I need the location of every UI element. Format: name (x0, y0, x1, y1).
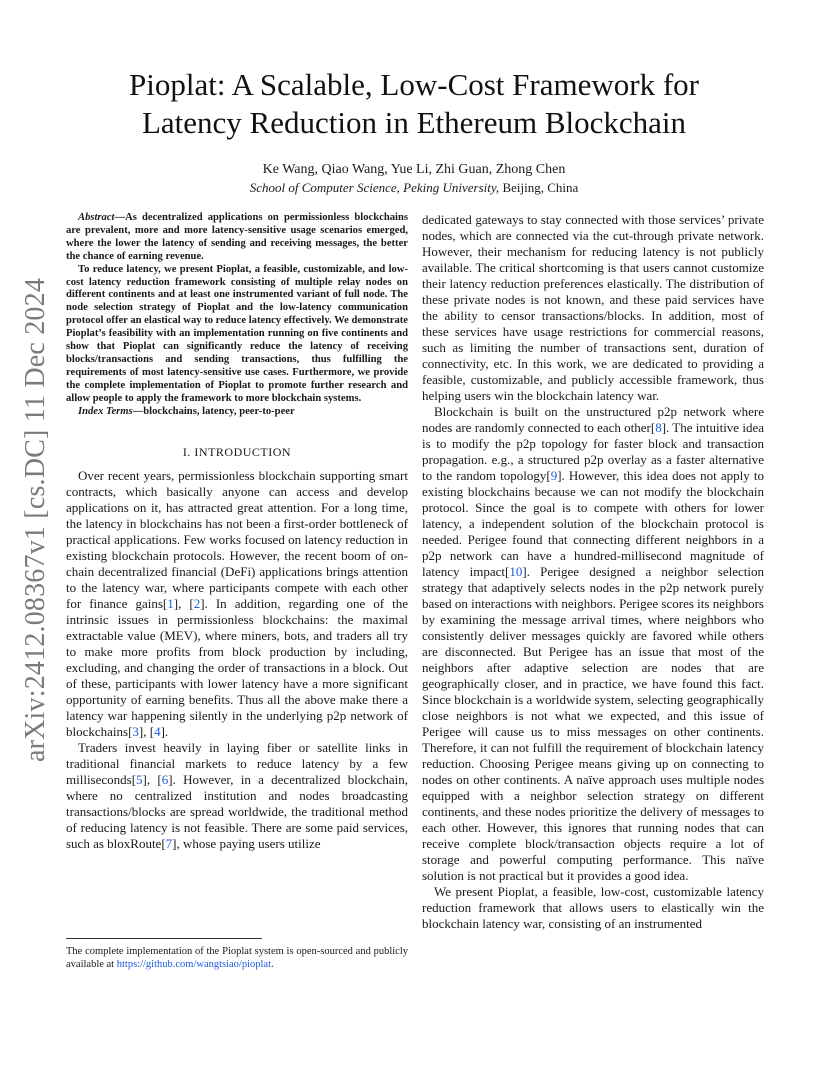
citation-link[interactable]: 10 (509, 564, 523, 579)
text-segment: ]. However, this idea does not apply to existing blockchains because we can not modify the blockchain protocol. Since the goal is to compete with others for lower latency, a independent solution of the blockchain protocol is needed. Perigee found that connecting different neighbors in a p2p network can have a hundred-millisecond magnitude of latency impact[ (422, 468, 764, 579)
index-terms (66, 406, 408, 419)
right-column (422, 212, 764, 932)
affiliation-institution: School of Computer Science, Peking University, (249, 180, 500, 195)
text-segment: Blockchain is built on the unstructured p2p network where nodes are randomly connected to each other[ (422, 404, 764, 435)
index-terms-label: Index Terms (78, 405, 133, 417)
affiliation-location: Beijing, China (502, 180, 579, 195)
abstract-paragraph-2: To reduce latency, we present Pioplat, a feasible, customizable, and low-cost latency reduction framework consisting of multiple relay nodes on different continents and at least one instrumented variant of full node. The node selection strategy of Pioplat and the low-latency communication protocol offer an elastical way to reduce latency effectively. We demonstrate Pioplat’s feasibility with an implementation running on five continents and show that Pioplat can significantly reduce the latency of receiving blocks/transactions and sending transactions, thus fulfilling the requirements of most latency-sensitive use cases. Furthermore, we provide the complete implementation of Pioplat to promote further research and allow people to apply the framework to more blockchain systems. (66, 263, 408, 404)
footnote (66, 946, 408, 971)
text-segment: ]. Perigee designed a neighbor selection strategy that adaptively selects nodes in the p2p network purely based on interactions with neighbors. Perigee scores its neighbors by examining the message arrival times, where neighbors who consistently deliver messages quickly are favored while others are disconnected. But Perigee has an issue that most of the neighbors after adaptive selection are nodes that are geographically closer, and in practice, we have found this fact. Since blockchain is a worldwide system, selecting geographically close neighbors is not what we expected, and this issue of Perigee will cause us to miss messages on other continents. Therefore, it can not fulfill the requirement of blockchain latency reduction. Choosing Perigee means giving up on connecting to nodes on other continents. A naïve approach uses multiple nodes equipped with a neighbor selection strategy on different continents, and these nodes prioritize the delivery of messages to each other. However, this ignores that running nodes that can receive complete block/transaction objects require a lot of storage and powerful computing performance. This naïve solution is not practical but it provides a good idea. (422, 564, 764, 883)
arxiv-identifier (16, 277, 56, 763)
text-segment: ], [ (173, 595, 194, 611)
citation-link[interactable]: 3 (132, 723, 139, 739)
left-column (66, 212, 408, 852)
title-line-2: Latency Reduction in Ethereum Blockchain (141, 105, 687, 140)
text-segment: ]. In addition, regarding one of the intrinsic issues in permissionless blockchains: the maximal extractable value (MEV), where miners, bots, and traders all try to make more profits from block production by including, excluding, and changing the order of transactions in a block. Out of these, participants with lower latency have a more significant opportunity of earning benefits. Thus all the above make there a latency war happening silently in the underlying p2p network of blockchains[ (66, 595, 408, 739)
abstract (66, 212, 408, 419)
text-segment: ], whose paying users utilize (172, 835, 321, 851)
abstract-paragraph-1 (66, 212, 408, 264)
repository-link[interactable]: https://github.com/wangtsiao/pioplat (116, 958, 272, 970)
citation-link[interactable]: 5 (136, 771, 143, 787)
text-segment: ]. The intuitive idea is to modify the p2p topology for faster block and transaction propagation. e.g., a structured p2p overlay as a faster alternative to the random topology[ (422, 420, 764, 483)
text-segment: ], [ (138, 723, 155, 739)
citation-link[interactable]: 7 (165, 835, 173, 851)
section-heading-introduction: I. INTRODUCTION (182, 444, 292, 459)
text-segment: Over recent years, permissionless blockchain supporting smart contracts, which basically anyone can access and develop applications on it, has attracted great attention. For a long time, the latency in blockchains has not been a first-order bottleneck of practical applications. Few works focused on latency reduction in existing blockchain protocols. However, the recent boom of on-chain decentralized financial (DeFi) applications brings attention to the latency war, where participants compete with each other for finance gains[ (66, 467, 408, 611)
text-segment: Traders invest heavily in laying fiber or satellite links in traditional financial markets to reduce latency by a few milliseconds[ (66, 739, 408, 787)
right-body-text (422, 212, 764, 932)
text-segment: ]. However, in a decentralized blockchain, where no centralized institution and nodes broadcasting transactions/blocks are spread worldwide, the traditional method of reducing latency is not feasible. There are some paid services, such as bloxRoute[ (66, 771, 408, 851)
citation-link[interactable]: 8 (655, 420, 662, 435)
abstract-text-1: —As decentralized applications on permissionless blockchains are prevalent, more and more latency-sensitive usage scenarios emerged, where the lower the latency of sending and receiving messages, the better the chance of earning revenue. (66, 212, 408, 262)
intro-paragraph-3 (422, 404, 764, 884)
footnote-end: . (271, 958, 274, 970)
arxiv-identifier-text: arXiv:2412.08367v1 [cs.DC] 11 Dec 2024 (20, 277, 51, 763)
paper-title (70, 66, 758, 142)
intro-paragraph-2 (66, 740, 408, 852)
footnote-text: The complete implementation of the Pioplat system is open-sourced and publicly available at (66, 946, 408, 970)
abstract-label: Abstract (78, 212, 115, 223)
text-segment: ], [ (142, 771, 162, 787)
intro-paragraph-4: We present Pioplat, a feasible, low-cost, customizable latency reduction framework that allows users to elastically win the blockchain latency war, consisting of an instrumented (422, 884, 764, 931)
left-body-text (66, 468, 408, 852)
affiliation (70, 180, 758, 196)
citation-link[interactable]: 9 (550, 468, 558, 483)
index-terms-text: —blockchains, latency, peer-to-peer (132, 405, 295, 417)
text-segment: ]. (160, 723, 169, 739)
citation-link[interactable]: 6 (161, 771, 169, 787)
intro-paragraph-2-continued: dedicated gateways to stay connected with those services’ private nodes, which are connected via the cut-through private network. However, their mechanism for reducing latency is not publicly available. The critical shortcoming is that users cannot customize their latency reduction preferences elastically. The distribution of these private nodes is not known, and these paid services have the ability to censor transactions/blocks. In addition, most of these services have usage restrictions for commercial reasons, such as limiting the number of transactions sent, duration of connectivity, etc. In this work, we are dedicated to providing a feasible, customizable, and publicly accessible framework, thus helping users win the blockchain latency war. (422, 212, 764, 403)
citation-link[interactable]: 1 (167, 595, 174, 611)
author-list: Ke Wang, Qiao Wang, Yue Li, Zhi Guan, Zhong Chen (262, 162, 566, 177)
footnote-divider (66, 938, 262, 939)
citation-link[interactable]: 2 (193, 595, 201, 611)
citation-link[interactable]: 4 (154, 723, 161, 739)
intro-paragraph-1 (66, 468, 408, 740)
title-line-1: Pioplat: A Scalable, Low-Cost Framework for (129, 67, 699, 102)
